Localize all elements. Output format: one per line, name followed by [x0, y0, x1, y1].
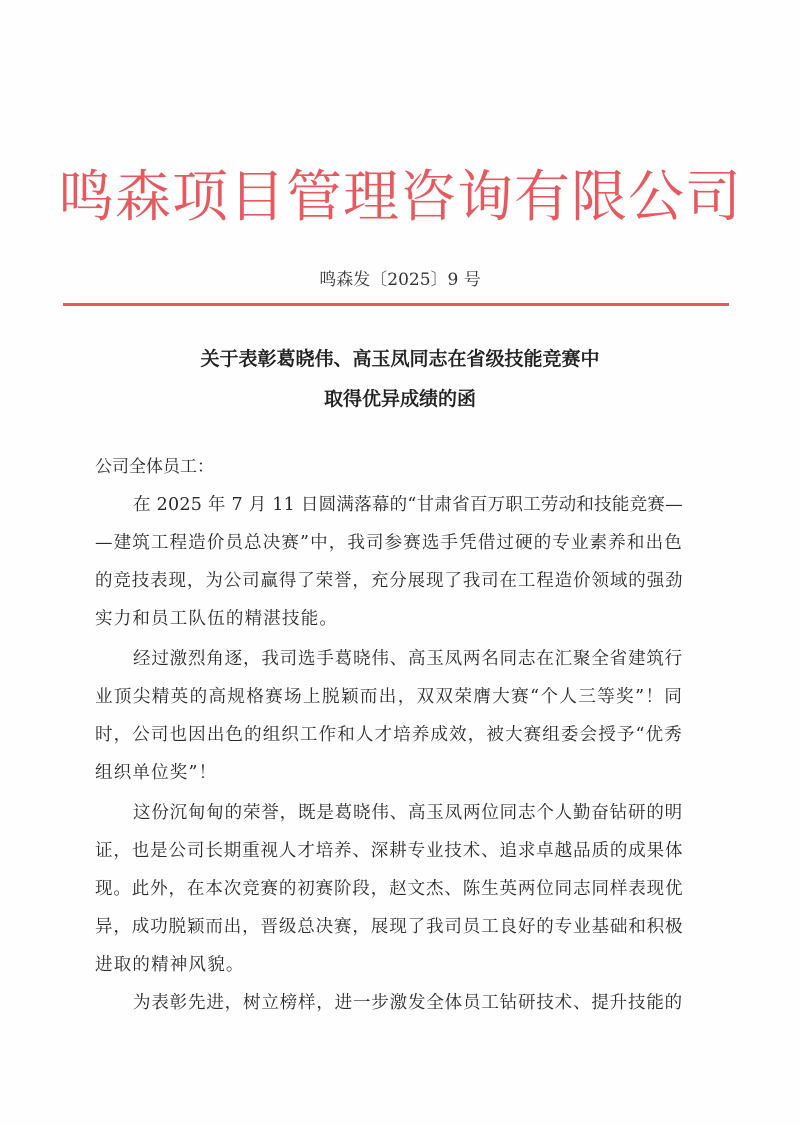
paragraph-3-line-3: 现。此外，在本次竞赛的初赛阶段，赵文杰、陈生英两位同志同样表现优	[95, 879, 684, 899]
paragraph-3-line-2: 证，也是公司长期重视人才培养、深耕专业技术、追求卓越品质的成果体	[95, 841, 684, 861]
paragraph-3-line-5: 进取的精神风貌。	[95, 955, 245, 975]
document-title-line-2: 取得优异成绩的函	[323, 388, 476, 410]
paragraph-1-line-4: 实力和员工队伍的精湛技能。	[95, 609, 339, 629]
paragraph-2-line-3: 时，公司也因出色的组织工作和人才培养成效，被大赛组委会授予“优秀	[95, 725, 683, 745]
paragraph-1-line-3: 的竞技表现，为公司赢得了荣誉，充分展现了我司在工程造价领域的强劲	[95, 571, 684, 591]
paragraph-2-line-1: 经过激烈角逐，我司选手葛晓伟、高玉凤两名同志在汇聚全省建筑行	[133, 649, 683, 669]
document-title-line-1: 关于表彰葛晓伟、高玉凤同志在省级技能竞赛中	[200, 348, 600, 370]
paragraph-2-line-4: 组织单位奖”！	[95, 763, 218, 783]
paragraph-2-line-2: 业顶尖精英的高规格赛场上脱颖而出，双双荣膺大赛“个人三等奖”！同	[95, 687, 684, 707]
paragraph-1-line-1: 在 2025 年 7 月 11 日圆满落幕的“甘肃省百万职工劳动和技能竞赛—	[133, 495, 683, 515]
paragraph-1-line-2: —建筑工程造价员总决赛”中，我司参赛选手凭借过硬的专业素养和出色	[95, 533, 683, 553]
salutation: 公司全体员工：	[95, 457, 214, 477]
paragraph-3-line-4: 异，成功脱颖而出，晋级总决赛，展现了我司员工良好的专业基础和积极	[95, 917, 684, 937]
company-letterhead: 鸣森项目管理咨询有限公司	[58, 165, 742, 230]
paragraph-3-line-1: 这份沉甸甸的荣誉，既是葛晓伟、高玉凤两位同志个人勤奋钻研的明	[133, 803, 683, 823]
paragraph-4-line-1: 为表彰先进，树立榜样，进一步激发全体员工钻研技术、提升技能的	[133, 993, 683, 1013]
red-divider-line	[63, 303, 729, 306]
document-number: 鸣森发〔2025〕9 号	[319, 270, 481, 290]
